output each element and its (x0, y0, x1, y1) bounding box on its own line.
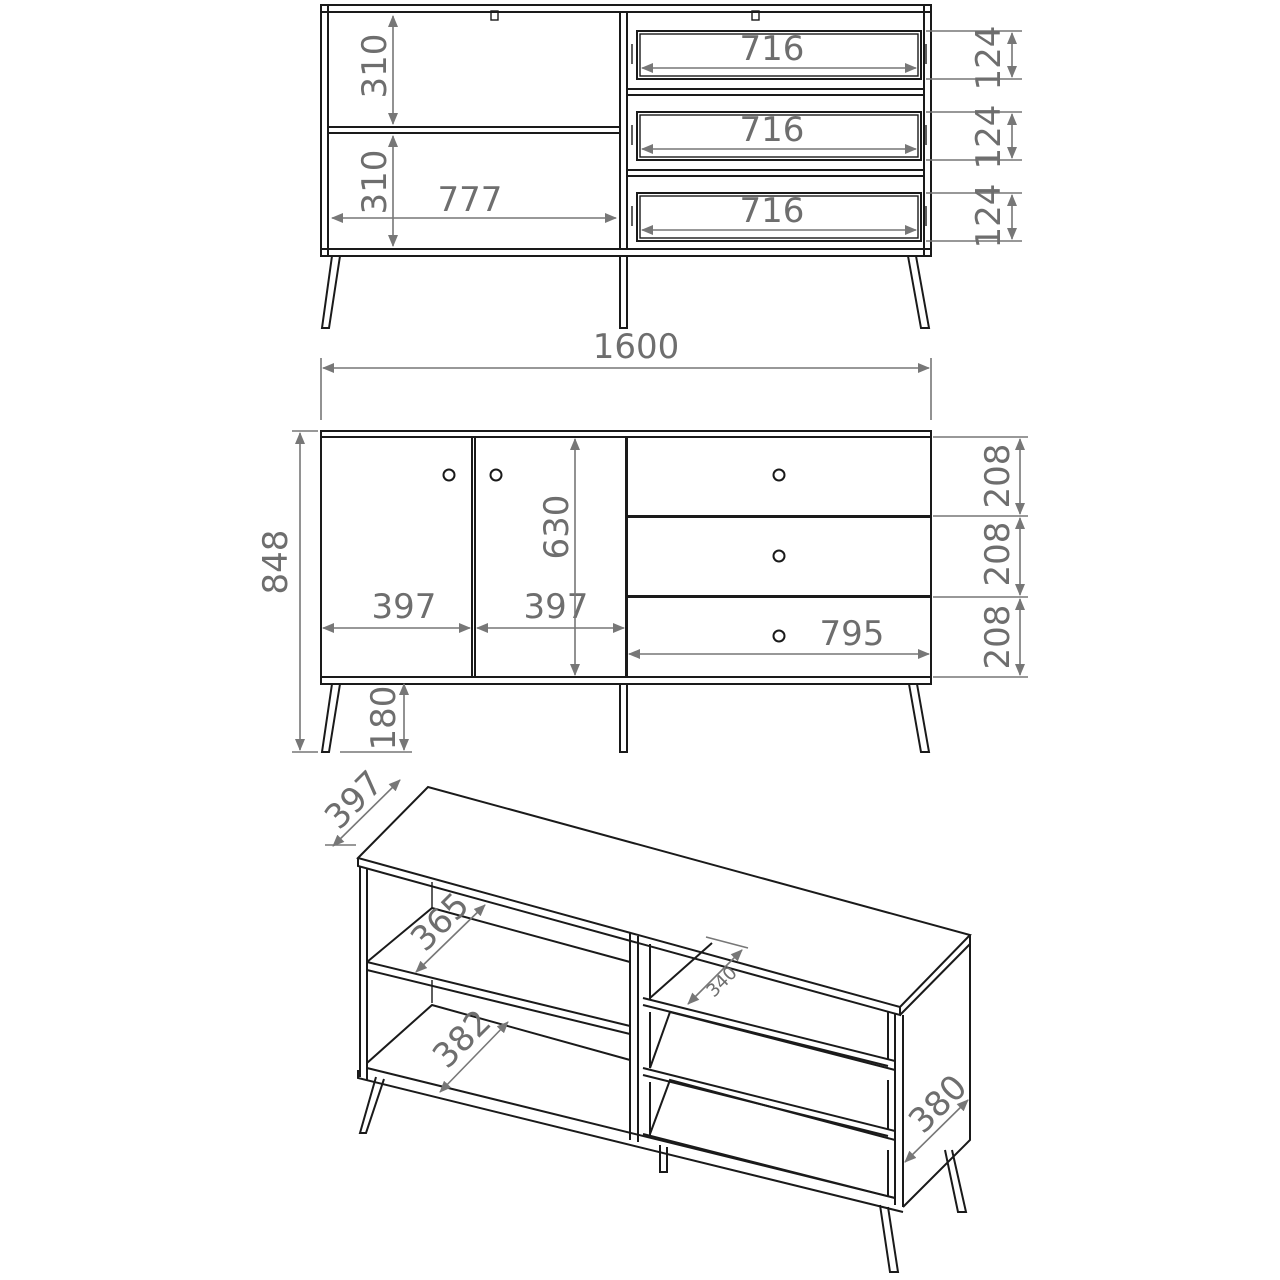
dim-drawer-inner-height-2: 124 (969, 104, 1009, 170)
dim-drawer-inner-height-1: 124 (969, 25, 1009, 91)
dim-door-width-right: 397 (523, 587, 589, 627)
dim-leg-height: 180 (364, 685, 404, 751)
dim-shelf-depth-upper: 365 (403, 885, 478, 960)
perspective-drawer-3 (643, 1080, 895, 1198)
knob-drawer-1 (774, 470, 785, 481)
perspective-legs (360, 1077, 966, 1272)
dim-drawer-height-2: 208 (978, 521, 1018, 587)
dim-drawer-inner-width-3: 716 (739, 191, 805, 231)
drawer-front-2 (627, 517, 931, 596)
dim-shelf-height-upper: 310 (355, 33, 395, 99)
knob-door-right (491, 470, 502, 481)
drawer-front-1 (627, 437, 931, 516)
dim-door-width-left: 397 (371, 587, 437, 627)
dim-drawer-side-depth: 380 (901, 1067, 976, 1142)
dim-shelf-height-lower: 310 (355, 149, 395, 215)
door-left (321, 437, 472, 677)
dim-drawer-inner-width-2: 716 (739, 110, 805, 150)
dim-door-height: 630 (537, 494, 577, 560)
dim-total-height: 848 (256, 529, 296, 595)
dim-drawer-inner-width-1: 716 (739, 29, 805, 69)
front-view-legs (322, 684, 929, 752)
dim-depth: 397 (317, 763, 392, 838)
dim-drawer-inner-height-3: 124 (969, 183, 1009, 249)
dim-drawer-width: 795 (819, 614, 885, 654)
front-view (256, 327, 1028, 752)
dim-total-width: 1600 (592, 327, 680, 367)
dim-shelf-depth-lower: 382 (425, 1002, 500, 1077)
knob-drawer-3 (774, 631, 785, 642)
dim-drawer-depth: 340 (702, 962, 742, 1002)
knob-drawer-2 (774, 551, 785, 562)
drawer-front-3 (627, 597, 931, 677)
open-view (321, 5, 1022, 328)
dim-drawer-height-1: 208 (978, 443, 1018, 509)
knob-door-left (444, 470, 455, 481)
perspective-view (317, 763, 975, 1272)
perspective-drawer-1 (643, 943, 895, 1066)
dim-drawer-height-3: 208 (978, 604, 1018, 670)
perspective-drawer-2 (643, 1012, 895, 1136)
dim-compartment-width: 777 (437, 180, 503, 220)
open-view-legs (322, 256, 929, 328)
